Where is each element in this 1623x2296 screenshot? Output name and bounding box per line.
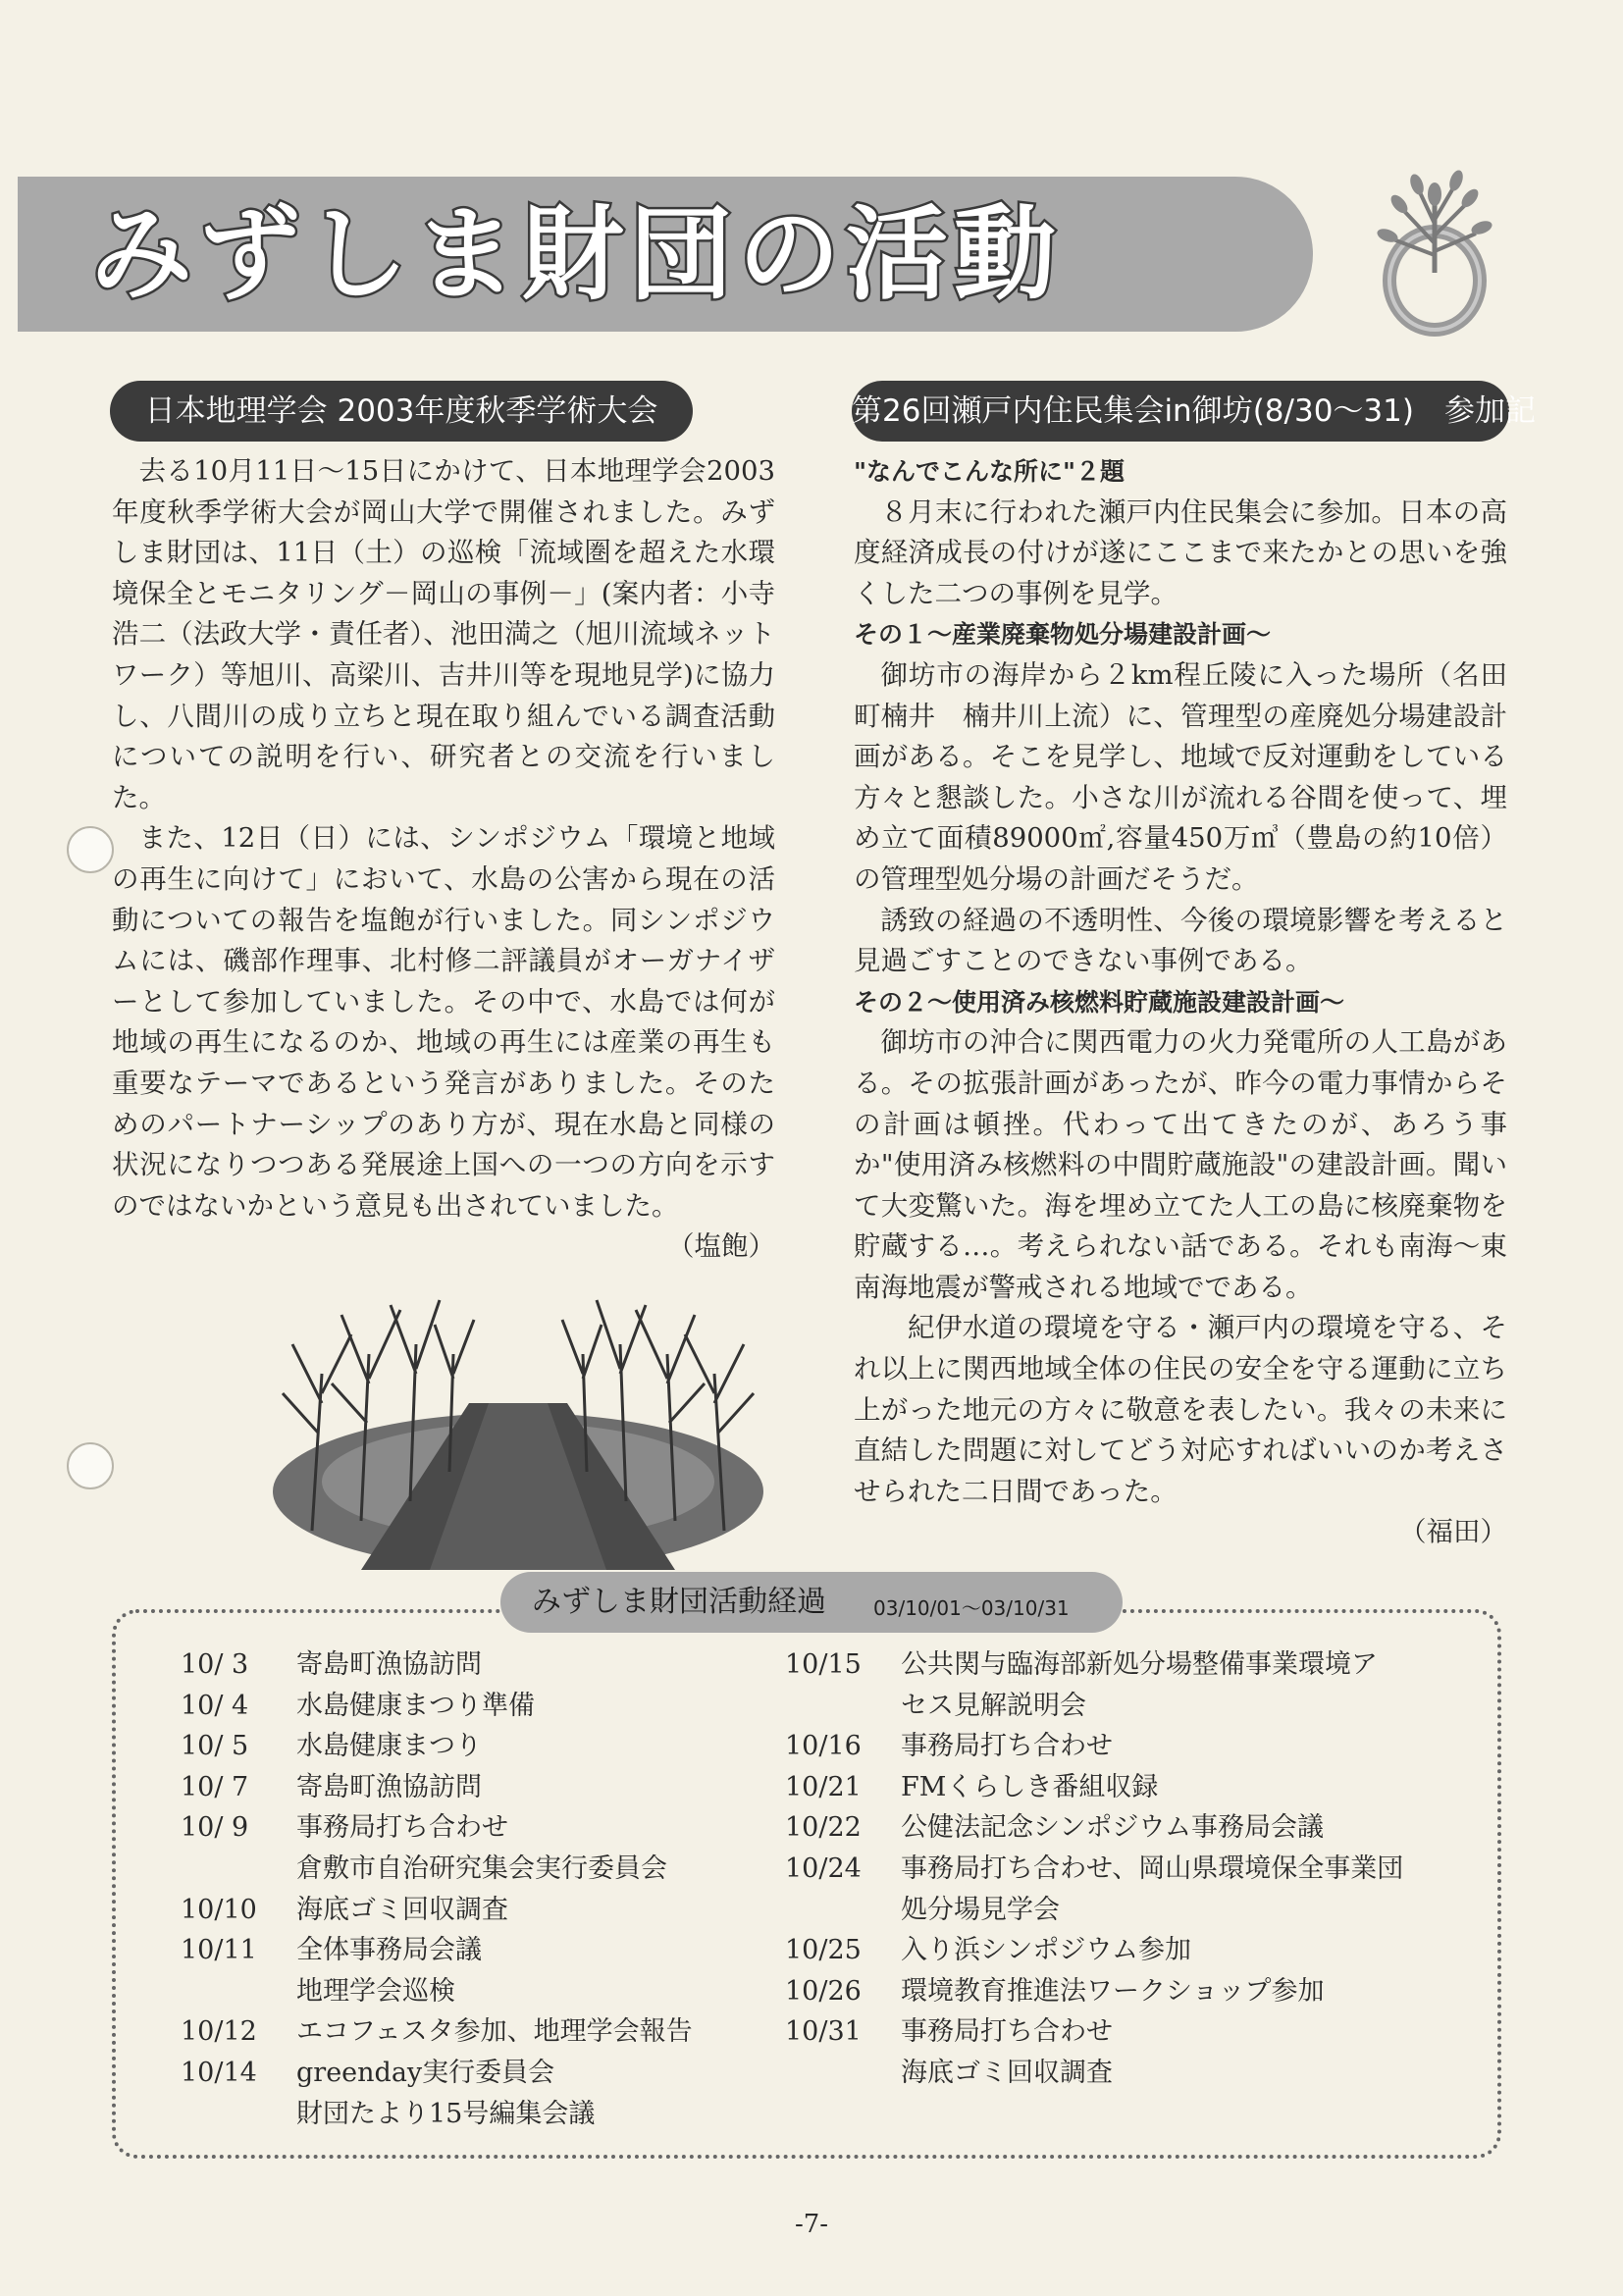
activity-log-entry (181, 1807, 769, 1849)
left-article-paragraph-2-text: また、12日（日）には、シンポジウム「環境と地域の再生に向けて」において、水島の公害から現在の活動についての報告を塩飽が行いました。同シンポジウムには、磯部作理事、北村修二評議員がオーガナイザーとして参加していました。その中で、水島では何が地域の再生になるのか、地域の再生には産業の再生も重要なテーマであるという発言がありました。そのためのパートナーシップのあり方が、現在水島と同様の状況になりつつある発展途上国への一つの方向を示すのではないかという意見も出されていました。 (112, 822, 775, 1222)
activity-log-date: 10/ 7 (181, 1771, 249, 1802)
activity-log-text: 公健法記念シンポジウム事務局会議 (901, 1812, 1325, 1844)
activity-log-entry (181, 1849, 769, 1890)
activity-log-text: 処分場見学会 (901, 1894, 1060, 1925)
activity-log-date (181, 2094, 296, 2135)
case1-paragraph-2: 誘致の経過の不透明性、今後の環境影響を考えると見過ごすことのできない事例である。 (854, 904, 1507, 977)
activity-log-text: 事務局打ち合わせ (901, 2016, 1113, 2048)
closing-paragraph-text: 紀伊水道の環境を守る・瀬戸内の環境を守る、それ以上に関西地域全体の住民の安全を守る運動に立ち上がった地元の方々に敬意を表したい。我々の未来に直結した問題に対してどう対応すればいいのか考えさせられた二日間であった。 (854, 1312, 1507, 1507)
activity-log-entry (785, 1644, 1472, 1686)
activity-log-text: 公共関与臨海部新処分場整備事業環境ア (901, 1649, 1378, 1680)
activity-log-text: 財団たより15号編集会議 (296, 2098, 596, 2129)
activity-log-entry (785, 1971, 1472, 2012)
activity-log-entry (785, 1726, 1472, 1767)
activity-log-left-column (181, 1644, 769, 2134)
activity-log-entry (785, 1890, 1472, 1931)
activity-log-date: 10/16 (785, 1731, 862, 1762)
right-article-heading: 第26回瀬戸内住民集会in御坊(8/30～31) 参加記 (852, 381, 1509, 442)
page-title: みずしま財団の活動 (90, 194, 1063, 314)
activity-log-title: みずしま財団活動経過 (532, 1585, 826, 1619)
activity-log-entry (785, 1807, 1472, 1849)
left-article-heading: 日本地理学会 2003年度秋季学術大会 (110, 381, 693, 442)
activity-log-entry (181, 2011, 769, 2053)
activity-log-period: 03/10/01～03/10/31 (873, 1596, 1070, 1620)
activity-log-text: 事務局打ち合わせ (901, 1731, 1113, 1762)
activity-log-entry (181, 1767, 769, 1808)
case2-paragraph-1: 御坊市の沖合に関西電力の火力発電所の人工島がある。その拡張計画があったが、昨今の電力事情からその計画は頓挫。代わって出てきたのが、あろう事か"使用済み核燃料の中間貯蔵施設"の建設計画。聞いて大変驚いた。海を埋め立てた人工の島に核廃棄物を貯蔵する…。考えられない話である。それも南海～東南海地震が警戒される地域でである。 (854, 1026, 1507, 1303)
left-article-signature: （塩飽） (667, 1230, 775, 1263)
activity-log-entry (785, 1849, 1472, 1890)
case1-paragraph-1: 御坊市の海岸から２km程丘陵に入った場所（名田町楠井 楠井川上流）に、管理型の産廃処分場建設計画がある。そこを見学し、地域で反対運動をしている方々と懇談した。小さな川が流れる谷間を使って、埋め立て面積89000㎡,容量450万㎥（豊島の約10倍）の管理型処分場の計画だそうだ。 (854, 658, 1507, 895)
activity-log-date: 10/12 (181, 2016, 257, 2048)
activity-log-entry (181, 2053, 769, 2094)
activity-log-text: 海底ゴミ回収調査 (901, 2057, 1113, 2088)
activity-log-text: 事務局打ち合わせ、岡山県環境保全事業団 (901, 1852, 1404, 1884)
closing-paragraph (854, 1308, 1507, 1553)
activity-log-entry (181, 1890, 769, 1931)
activity-log-date: 10/ 5 (181, 1731, 249, 1762)
activity-log-entry (181, 1726, 769, 1767)
activity-log-date: 10/25 (785, 1935, 862, 1966)
activity-log-entry (785, 1930, 1472, 1971)
activity-log-date (785, 1890, 901, 1931)
activity-log-header (500, 1572, 1123, 1633)
activity-log-entry (181, 2094, 769, 2135)
activity-log-text: 寄島町漁協訪問 (296, 1649, 482, 1680)
activity-log-date: 10/21 (785, 1771, 862, 1802)
activity-log-date: 10/ 3 (181, 1649, 249, 1680)
activity-log-right-column (785, 1644, 1472, 2094)
activity-log-date: 10/24 (785, 1852, 862, 1884)
activity-log-text: 環境教育推進法ワークショップ参加 (901, 1975, 1325, 2007)
activity-log-date (181, 1971, 296, 2012)
activity-log-text: 入り浜シンポジウム参加 (901, 1935, 1192, 1966)
binder-hole-bottom (67, 1442, 114, 1489)
right-article-intro: ８月末に行われた瀬戸内住民集会に参加。日本の高度経済成長の付けが遂にここまで来たかとの思いを強くした二つの事例を見学。 (854, 496, 1507, 609)
tree-lined-path-illustration (253, 1285, 783, 1580)
activity-log-text: 全体事務局会議 (296, 1935, 482, 1966)
activity-log-entry (181, 1930, 769, 1971)
binder-hole-top (67, 826, 114, 873)
case1-title: その１～産業廃棄物処分場建設計画～ (854, 620, 1272, 650)
activity-log-text: 倉敷市自治研究集会実行委員会 (296, 1852, 667, 1884)
activity-log-date (785, 1686, 901, 1727)
activity-log-date (785, 2053, 901, 2094)
page-number: -7- (794, 2210, 829, 2239)
activity-log-entry (785, 2011, 1472, 2053)
right-article-subtitle: "なんでこんな所に"２題 (854, 457, 1126, 486)
activity-log-date: 10/31 (785, 2016, 862, 2048)
activity-log-date (181, 1849, 296, 1890)
activity-log-text: セス見解説明会 (901, 1690, 1086, 1721)
activity-log-date: 10/11 (181, 1935, 257, 1966)
activity-log-date: 10/ 9 (181, 1812, 249, 1844)
activity-log-text: 水島健康まつり (296, 1731, 482, 1762)
activity-log-date: 10/14 (181, 2057, 257, 2088)
activity-log-date: 10/10 (181, 1894, 257, 1925)
activity-log-date: 10/15 (785, 1649, 862, 1680)
activity-log-text: 寄島町漁協訪問 (296, 1771, 482, 1802)
left-article-body (112, 451, 775, 1268)
activity-log-date: 10/22 (785, 1812, 862, 1844)
activity-log-text: 事務局打ち合わせ (296, 1812, 508, 1844)
left-article-paragraph-2 (112, 818, 775, 1268)
left-article-paragraph-1: 去る10月11日～15日にかけて、日本地理学会2003年度秋季学術大会が岡山大学で開催されました。みずしま財団は、11日（土）の巡検「流域圏を超えた水環境保全とモニタリング－岡山の事例－」(案内者：小寺浩二（法政大学・責任者）、池田満之（旭川流域ネットワーク）等旭川、高梁川、吉井川等を現地見学)に協力し、八間川の成り立ちと現在取り組んでいる調査活動についての説明を行い、研究者との交流を行いました。 (112, 455, 775, 813)
sprout-logo-icon (1364, 165, 1501, 341)
activity-log-text: 地理学会巡検 (296, 1975, 455, 2007)
case2-title: その２～使用済み核燃料貯蔵施設建設計画～ (854, 987, 1345, 1017)
right-article-body (854, 451, 1507, 1553)
activity-log-entry (181, 1644, 769, 1686)
activity-log-entry (785, 1767, 1472, 1808)
activity-log-date: 10/ 4 (181, 1690, 249, 1721)
right-article-signature: （福田） (1399, 1516, 1507, 1548)
activity-log-entry (785, 1686, 1472, 1727)
activity-log-date: 10/26 (785, 1975, 862, 2007)
activity-log-entry (181, 1971, 769, 2012)
activity-log-text: 海底ゴミ回収調査 (296, 1894, 508, 1925)
activity-log-text: エコフェスタ参加、地理学会報告 (296, 2016, 693, 2048)
activity-log-entry (785, 2053, 1472, 2094)
activity-log-entry (181, 1686, 769, 1727)
activity-log-text: FMくらしき番組収録 (901, 1771, 1159, 1802)
activity-log-text: greenday実行委員会 (296, 2057, 555, 2088)
activity-log-text: 水島健康まつり準備 (296, 1690, 535, 1721)
